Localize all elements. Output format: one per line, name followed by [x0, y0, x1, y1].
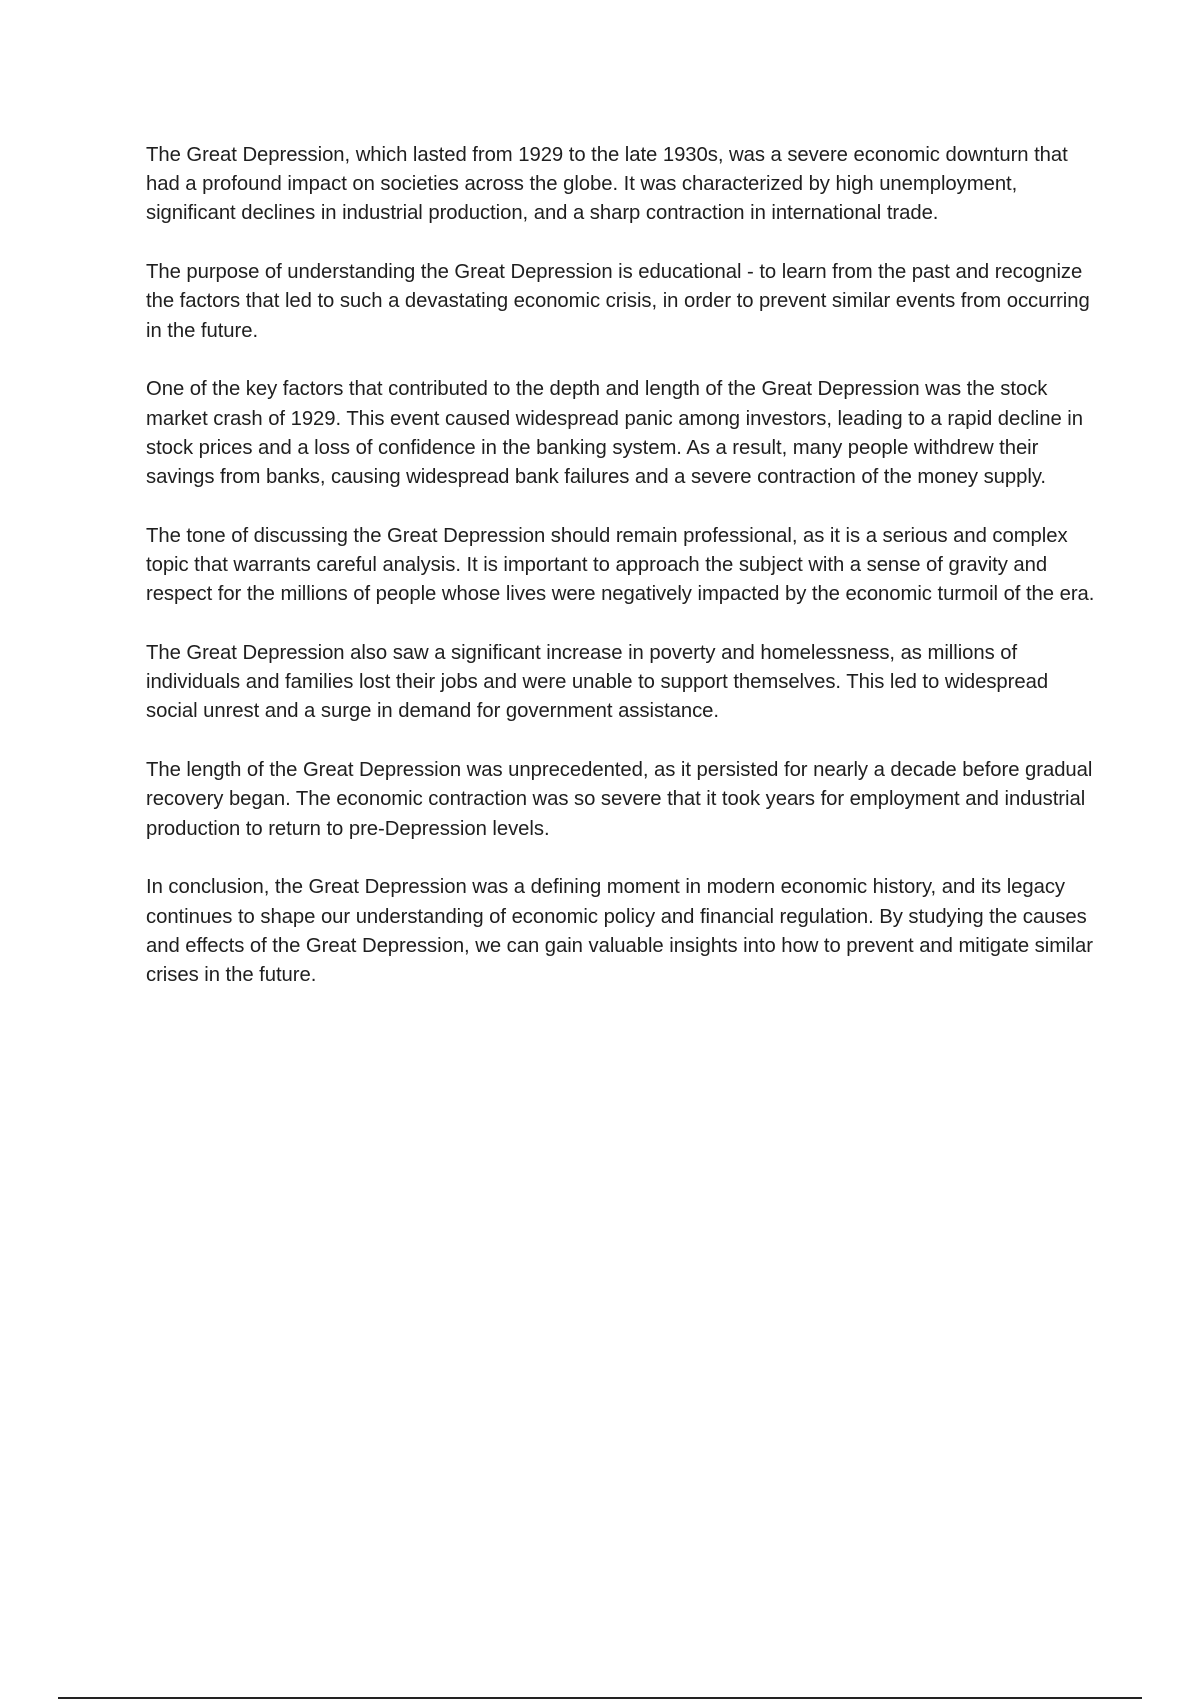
paragraph-intro: The Great Depression, which lasted from 1929 to the late 1930s, was a severe economic downturn that had a profound impact on societies across the globe. It was characterized by high unemployment, significant declines in industrial production, and a sharp contraction in international trade. [146, 144, 1068, 225]
page-bottom-divider [58, 1697, 1142, 1699]
paragraph-length: The length of the Great Depression was unprecedented, as it persisted for nearly a decade before gradual recovery began. The economic contraction was so severe that it took years for employment and industrial production to return to pre-Depression levels. [146, 759, 1093, 840]
paragraph-conclusion: In conclusion, the Great Depression was a defining moment in modern economic history, and its legacy continues to shape our understanding of economic policy and financial regulation. By studying the causes and effects of the Great Depression, we can gain valuable insights into how to prevent and mitigate similar crises in the future. [146, 876, 1093, 987]
paragraph-key-factors: One of the key factors that contributed to the depth and length of the Great Depression was the stock market crash of 1929. This event caused widespread panic among investors, leading to a rapid decline in stock prices and a loss of confidence in the banking system. As a result, many people withdrew their savings from banks, causing widespread bank failures and a severe contraction of the money supply. [146, 378, 1083, 489]
document-body [146, 141, 1096, 1020]
paragraph-purpose: The purpose of understanding the Great Depression is educational - to learn from the past and recognize the factors that led to such a devastating economic crisis, in order to prevent similar events from occurring in the future. [146, 261, 1090, 342]
paragraph-tone: The tone of discussing the Great Depression should remain professional, as it is a serious and complex topic that warrants careful analysis. It is important to approach the subject with a sense of gravity and respect for the millions of people whose lives were negatively impacted by the economic turmoil of the era. [146, 524, 1095, 606]
paragraph-poverty: The Great Depression also saw a significant increase in poverty and homelessness, as millions of individuals and families lost their jobs and were unable to support themselves. This led to widespread social unrest and a surge in demand for government assistance. [146, 642, 1049, 723]
